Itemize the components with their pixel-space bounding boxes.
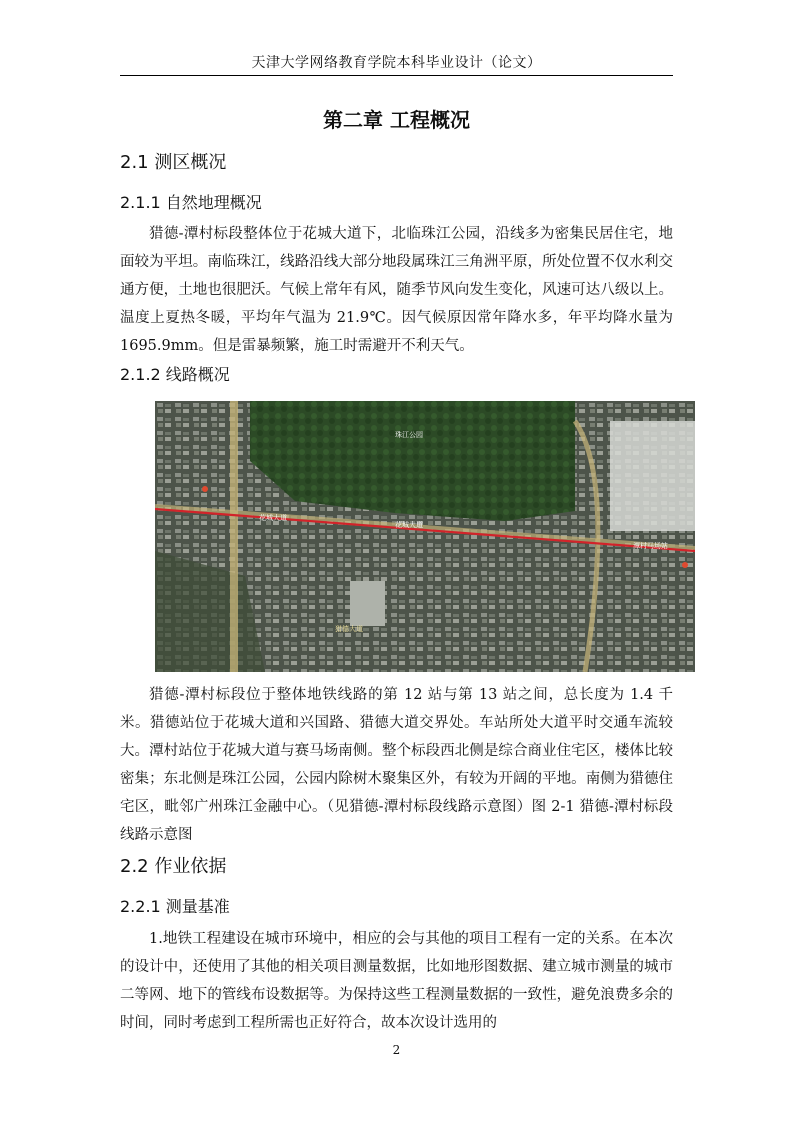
page-header: 天津大学网络教育学院本科毕业设计（论文） xyxy=(251,55,542,71)
map-marker xyxy=(202,486,208,492)
route-satellite-map xyxy=(155,401,695,672)
building-block xyxy=(350,581,385,626)
north-south-road-left xyxy=(230,401,238,672)
label-park: 珠江公园 xyxy=(395,431,423,439)
section-2-2-heading: 2.2 作业依据 xyxy=(120,856,227,877)
label-road-left: 花城大道 xyxy=(259,514,287,522)
industrial-roofs xyxy=(610,421,695,531)
map-marker xyxy=(682,562,688,568)
section-2-1-2-heading: 2.1.2 线路概况 xyxy=(120,365,230,384)
section-2-1-1-heading: 2.1.1 自然地理概况 xyxy=(120,193,262,212)
section-2-1-1-body: 猎德-潭村标段整体位于花城大道下，北临珠江公园，沿线多为密集民居住宅，地面较为平坦。南临珠江，线路沿线大部分地段属珠江三角洲平原，所处位置不仅水利交通方便，土地也很肥沃。气候上常年有风，随季节风向发生变化，风速可达八级以上。温度上夏热冬暖，平均年气温为 21.9℃。因气候原因常年降水多，年平均降水量为 1695.9mm。但是雷暴频繁，施工时需避开不利天气。 xyxy=(120,226,673,354)
label-road-mid: 花城大道 xyxy=(395,521,423,529)
page-number: 2 xyxy=(392,1043,401,1057)
chapter-title: 第二章 工程概况 xyxy=(323,108,470,132)
header-rule xyxy=(120,75,673,76)
label-station-right: 潭村马场站 xyxy=(633,542,668,550)
section-2-1-2-body: 猎德-潭村标段位于整体地铁线路的第 12 站与第 13 站之间，总长度为 1.4 千米。猎德站位于花城大道和兴国路、猎德大道交界处。车站所处大道平时交通车流较大。潭村站位于花城大道与赛马场南侧。整个标段西北侧是综合商业住宅区，楼体比较密集；东北侧是珠江公园，公园内除树木聚集区外，有较为开阔的平地。南侧为猎德住宅区，毗邻广州珠江金融中心。（见猎德-潭村标段线路示意图）图 2-1 猎德-潭村标段线路示意图 xyxy=(120,687,673,843)
section-2-2-1-body: 1.地铁工程建设在城市环境中，相应的会与其他的项目工程有一定的关系。在本次的设计中，还使用了其他的相关项目测量数据，比如地形图数据、建立城市测量的城市二等网、地下的管线布设数据等。为保持这些工程测量数据的一致性，避免浪费多余的时间，同时考虑到工程所需也正好符合，故本次设计选用的 xyxy=(120,931,673,1031)
section-2-1-heading: 2.1 测区概况 xyxy=(120,152,227,173)
label-road-south: 猎德大道 xyxy=(335,625,363,633)
section-2-2-1-heading: 2.2.1 测量基准 xyxy=(120,897,230,916)
